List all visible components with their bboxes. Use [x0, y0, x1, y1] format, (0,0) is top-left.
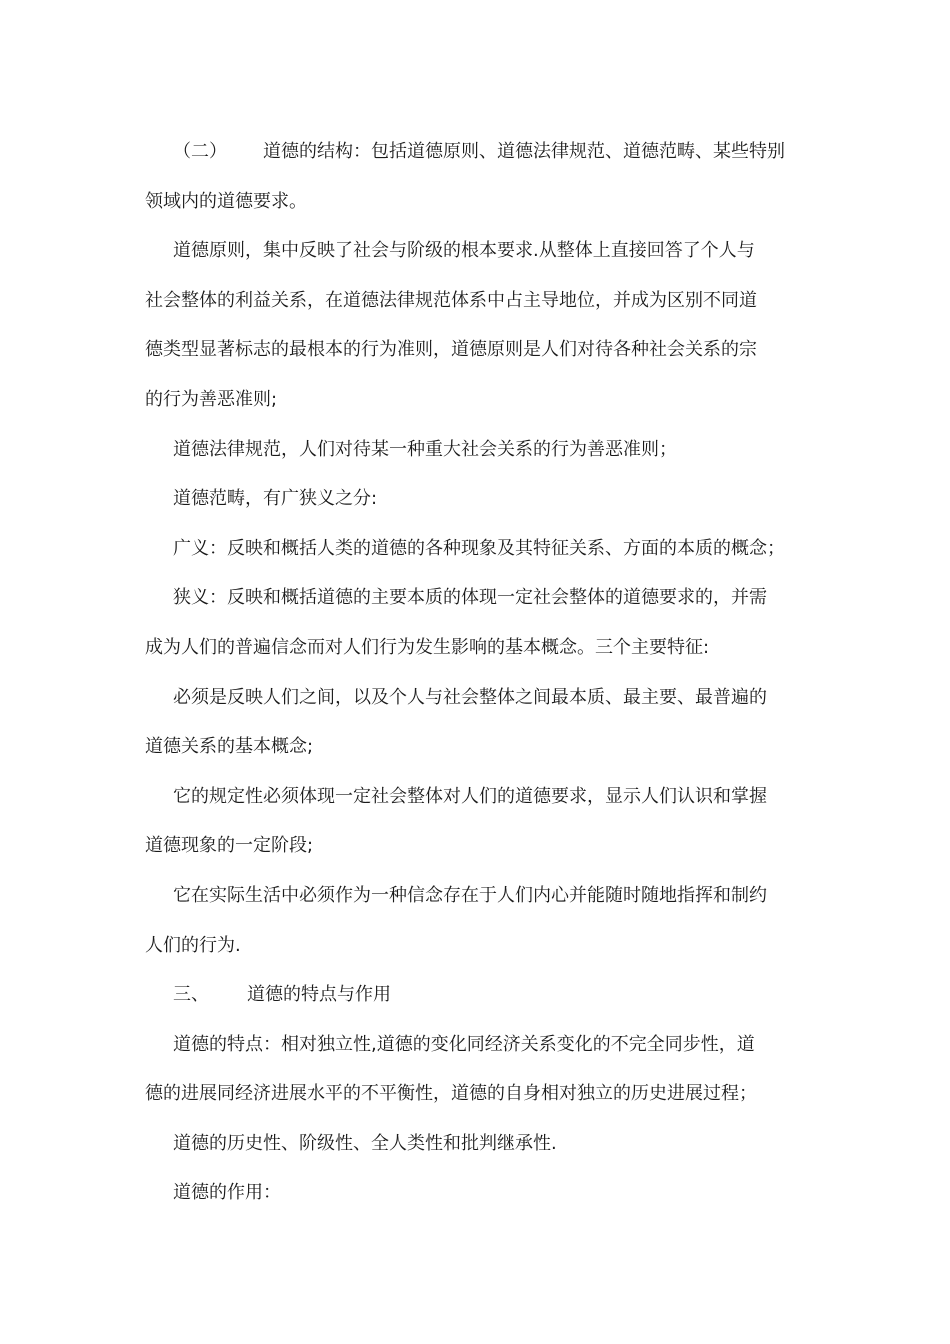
feature-2-line-2: 道德现象的一定阶段; — [145, 835, 314, 857]
narrow-definition-line-1: 狭义：反映和概括道德的主要本质的体现一定社会整体的道德要求的，并需 — [173, 587, 767, 609]
feature-1-line-2: 道德关系的基本概念; — [145, 736, 314, 758]
section-2-marker: （二） — [173, 141, 227, 162]
section-3-marker: 三、 — [173, 984, 209, 1006]
traits-list-paragraph: 道德的历史性、阶级性、全人类性和批判继承性. — [173, 1132, 557, 1154]
traits-paragraph-line-1: 道德的特点：相对独立性,道德的变化同经济关系变化的不完全同步性，道 — [173, 1033, 755, 1055]
broad-definition-paragraph: 广义：反映和概括人类的道德的各种现象及其特征关系、方面的本质的概念； — [173, 537, 785, 559]
principle-paragraph-line-2: 社会整体的利益关系，在道德法律规范体系中占主导地位，并成为区别不同道 — [145, 289, 757, 311]
principle-paragraph-line-4: 的行为善恶准则; — [145, 388, 278, 410]
section-3-heading-text: 道德的特点与作用 — [247, 984, 391, 1006]
section-2-heading-line — [145, 127, 810, 177]
feature-1-line-1: 必须是反映人们之间，以及个人与社会整体之间最本质、最主要、最普遍的 — [173, 686, 767, 708]
feature-3-line-1: 它在实际生活中必须作为一种信念存在于人们内心并能随时随地指挥和制约 — [173, 884, 767, 906]
category-paragraph: 道德范畴，有广狭义之分: — [173, 488, 378, 510]
traits-paragraph-line-2: 德的进展同经济进展水平的不平衡性，道德的自身相对独立的历史进展过程； — [145, 1083, 757, 1105]
section-2-heading-continuation: 领域内的道德要求。 — [145, 190, 307, 212]
principle-paragraph-line-3: 德类型显著标志的最根本的行为准则，道德原则是人们对待各种社会关系的宗 — [145, 339, 757, 361]
principle-paragraph-line-1: 道德原则，集中反映了社会与阶级的根本要求.从整体上直接回答了个人与 — [173, 240, 755, 262]
narrow-definition-line-2: 成为人们的普遍信念而对人们行为发生影响的基本概念。三个主要特征: — [145, 636, 710, 658]
document-body — [145, 127, 810, 1218]
feature-3-line-2: 人们的行为. — [145, 934, 241, 956]
section-2-heading-text: 道德的结构：包括道德原则、道德法律规范、道德范畴、某些特别 — [263, 141, 785, 162]
section-3-heading-line — [145, 970, 810, 1020]
function-heading: 道德的作用： — [173, 1182, 281, 1204]
norms-paragraph: 道德法律规范，人们对待某一种重大社会关系的行为善恶准则； — [173, 438, 677, 460]
feature-2-line-1: 它的规定性必须体现一定社会整体对人们的道德要求，显示人们认识和掌握 — [173, 785, 767, 807]
